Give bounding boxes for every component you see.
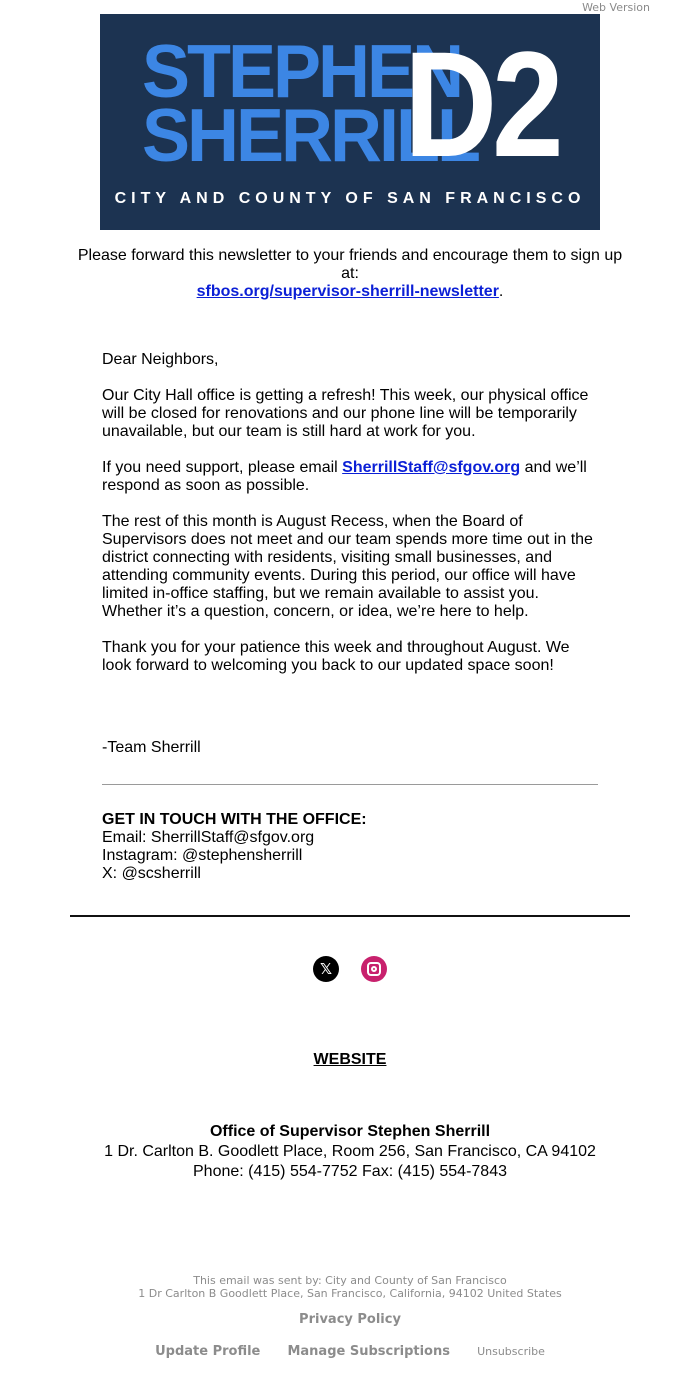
divider [102,784,598,785]
update-profile-link[interactable]: Update Profile [155,1344,261,1359]
office-info [100,1122,600,1182]
contact-email: Email: SherrillStaff@sfgov.org [102,829,315,846]
forward-notice [70,247,630,301]
office-name: Office of Supervisor Stephen Sherrill [209,1123,491,1140]
footer-links [0,1340,700,1359]
contact-instagram: Instagram: @stephensherrill [102,847,303,864]
footer-address: 1 Dr Carlton B Goodlett Place, San Francisco, California, 94102 United States [138,1287,562,1300]
contact-x: X: @scsherrill [102,865,201,882]
office-address: 1 Dr. Carlton B. Goodlett Place, Room 256, San Francisco, CA 94102 [104,1143,596,1160]
contact-heading: GET IN TOUCH WITH THE OFFICE: [102,811,367,828]
office-phone: Phone: (415) 554-7752 Fax: (415) 554-7843 [193,1163,507,1180]
letter-greeting: Dear Neighbors, [102,351,219,368]
banner-name-first: STEPHEN [142,29,462,114]
header-banner [100,14,600,230]
instagram-icon[interactable] [361,956,387,982]
forward-suffix: . [498,283,504,300]
letter-body [102,351,602,693]
contact-section [102,811,367,883]
section-divider [70,915,630,917]
footer-sent-by: This email was sent by: City and County of San Francisco [193,1274,507,1287]
p2-before: If you need support, please email [102,459,343,476]
x-glyph: 𝕏 [319,961,333,978]
website-link[interactable]: WEBSITE [313,1051,387,1068]
manage-subscriptions-link[interactable]: Manage Subscriptions [287,1344,450,1359]
web-version-link[interactable]: Web Version [582,1,650,14]
staff-email-link[interactable]: SherrillStaff@sfgov.org [342,459,521,476]
p2-after: and we’ll respond as soon as possible. [102,459,587,494]
banner-name-last: SHERRILL [142,93,478,178]
x-icon[interactable] [313,956,339,982]
instagram-glyph [367,962,381,976]
forward-text: Please forward this newsletter to your friends and encourage them to sign up at: [77,247,623,282]
letter-paragraph-2 [102,459,602,495]
letter-signoff: -Team Sherrill [102,739,201,756]
letter-paragraph-4: Thank you for your patience this week and throughout August. We look forward to welcoming you back to our updated space soon! [102,639,570,674]
letter-paragraph-3: The rest of this month is August Recess, when the Board of Supervisors does not meet and our team spends more time out in the district connecting with residents, visiting small businesses, and attending community events. During this period, our office will have limited in-office staffing, but we remain available to assist you. Whether it’s a question, concern, or idea, we’re here to help. [102,513,593,620]
banner-district: D2 [404,20,559,188]
footer-sender [0,1274,700,1300]
newsletter-signup-link[interactable]: sfbos.org/supervisor-sherrill-newsletter [196,283,499,300]
unsubscribe-link[interactable]: Unsubscribe [477,1345,545,1358]
privacy-policy-link[interactable]: Privacy Policy [299,1312,401,1327]
letter-paragraph-1: Our City Hall office is getting a refresh! This week, our physical office will be closed for renovations and our phone line will be temporarily unavailable, but our team is still hard at work for you. [102,387,589,440]
banner-tagline: CITY AND COUNTY OF SAN FRANCISCO [114,190,586,207]
